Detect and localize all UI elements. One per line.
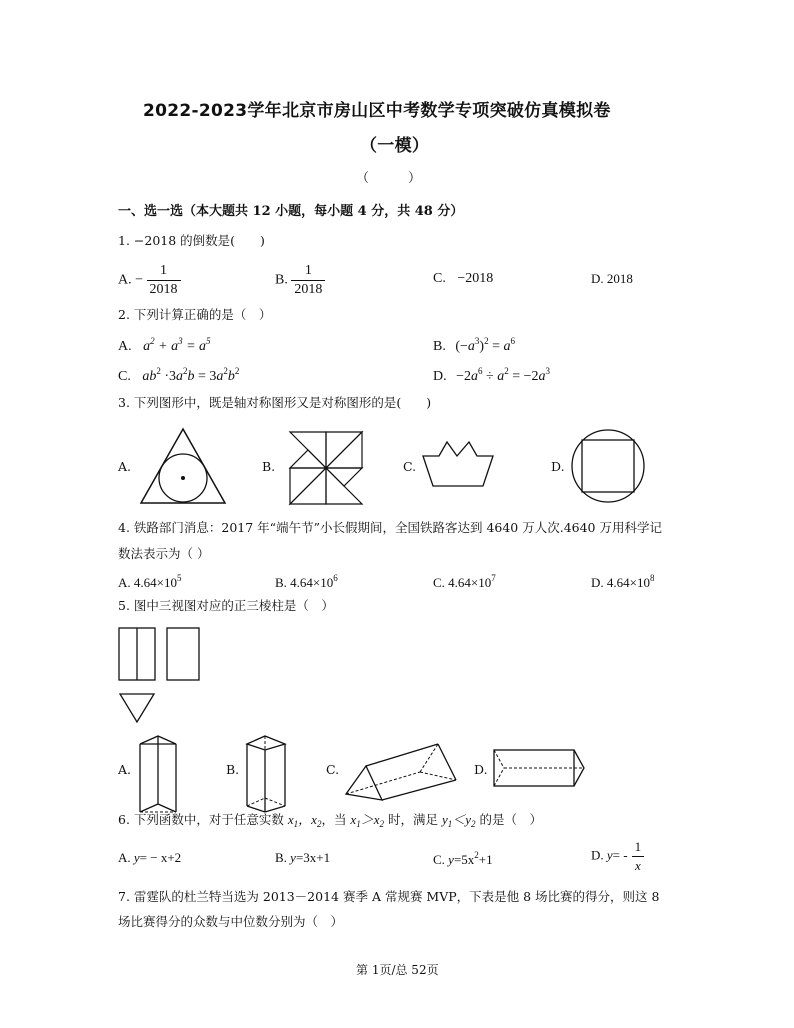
option-b-label: B. [275, 272, 288, 288]
option-c-expression: $ab^2 \cdot 3a^2b = 3a^2b^2$ [142, 366, 240, 384]
question-2-option-d [433, 366, 550, 385]
prism-option-b-figure [245, 734, 295, 816]
option-c-label: C. [433, 852, 449, 867]
option-b-value: B. 4.64×10 [275, 575, 334, 590]
stem-part: ，当 [321, 812, 351, 827]
triangle-with-incircle-figure [139, 427, 229, 507]
question-2-option-a [118, 336, 211, 355]
question-1-stem: 1. −2018 的倒数是( ) [118, 233, 265, 248]
option-d-expression: $-2a^6 \div a^2 = -2a^3$ [456, 366, 551, 384]
question-1-option-d [591, 271, 633, 287]
question-5-stem: 5. 图中三视图对应的正三棱柱是（ ） [118, 598, 334, 613]
stem-part: 6. 下列函数中，对于任意实数 [118, 812, 288, 827]
question-4-stem-line2: 数法表示为（ ） [118, 546, 210, 561]
option-c-value: C. 4.64×10 [433, 575, 492, 590]
option-a-fraction [147, 262, 181, 299]
fraction-numerator: 1 [147, 262, 181, 281]
question-5-option-c-label: C. [326, 762, 340, 777]
question-4-option-d [591, 573, 654, 591]
stem-result: $y_1<y_2$ [441, 812, 476, 829]
option-b-expression: =3x+1 [295, 850, 331, 865]
question-2-option-c [118, 366, 239, 385]
question-2-option-b [433, 336, 515, 355]
option-c-label: C. [433, 271, 446, 286]
stem-part: 的是（ ） [475, 812, 542, 827]
option-b-label: B. [433, 339, 446, 354]
option-b-expression: $(-a^3)^2 = a^6$ [455, 336, 515, 354]
question-2-stem: 2. 下列计算正确的是（ ） [118, 307, 272, 322]
option-b-label: B. [275, 850, 291, 865]
option-b-exponent: 6 [333, 573, 338, 583]
stem-condition: $x_1>x_2$ [350, 812, 384, 829]
option-d-value: D. 4.64×10 [591, 575, 650, 590]
prism-option-d-figure [492, 746, 592, 792]
option-c-exponent: 7 [491, 573, 496, 583]
option-d-label: D. [591, 847, 607, 863]
question-4-option-b [275, 573, 338, 591]
option-a-exponent: 5 [176, 573, 182, 583]
document-title: 2022-2023学年北京市房山区中考数学专项突破仿真模拟卷 [143, 101, 611, 121]
option-c-label: C. [118, 369, 131, 384]
square-in-circle-figure [570, 428, 648, 506]
fraction-denominator: 2018 [294, 282, 323, 297]
pinwheel-figure [286, 428, 368, 510]
option-c-expression: =5x [453, 852, 475, 867]
fraction-numerator: 1 [632, 838, 645, 857]
question-6-option-a: A. y= − x+2 [118, 850, 182, 865]
boat-crown-figure [421, 440, 495, 490]
question-5-option-a-label: A. [118, 762, 132, 777]
question-1-option-c [433, 271, 493, 287]
prism-option-a-figure [138, 734, 188, 816]
question-6-stem [118, 812, 542, 832]
question-3-option-c-label: C. [403, 459, 417, 474]
option-d-label: D. [433, 369, 447, 384]
option-a-expression: = − x+2 [139, 850, 182, 865]
option-d-expression: = - [612, 847, 628, 863]
option-d-label: D. [591, 271, 604, 286]
fraction-denominator: 2018 [149, 282, 178, 297]
option-a-label: A. [118, 850, 134, 865]
question-3-stem: 3. 下列图形中，既是轴对称图形又是对称图形的是( ) [118, 395, 432, 410]
fraction-denominator: x [634, 858, 641, 873]
option-c-value: −2018 [457, 271, 494, 286]
question-1-option-b [275, 262, 325, 299]
answer-blank: （ ） [356, 171, 422, 186]
option-a-value: A. 4.64×10 [118, 575, 177, 590]
stem-variables: $x_1$，$x_2$ [287, 812, 322, 829]
fraction-numerator: 1 [291, 262, 325, 281]
option-a-label: A. [118, 272, 132, 288]
question-3-option-a-label: A. [118, 459, 132, 474]
option-d-fraction [632, 838, 645, 875]
option-b-fraction [291, 262, 325, 299]
stem-part: 时，满足 [383, 812, 442, 827]
question-7-stem-line2: 场比赛得分的众数与中位数分别为（ ） [118, 914, 344, 929]
option-d-value: 2018 [606, 271, 633, 286]
section-heading: 一、选一选（本大题共 12 小题，每小题 4 分，共 48 分） [118, 204, 464, 219]
question-4-stem-line1: 4. 铁路部门消息：2017 年“端午节”小长假期间，全国铁路客达到 4640 万人次.4640 万用科学记 [118, 520, 662, 535]
document-subtitle: （一模） [360, 136, 430, 156]
prism-option-c-figure [344, 742, 468, 806]
question-6-option-c: C. $y=5x^2+1$ [433, 850, 493, 867]
three-view-drawing [117, 626, 207, 726]
question-1-option-a [118, 262, 181, 299]
option-a-label: A. [118, 339, 132, 354]
question-4-option-c [433, 573, 496, 591]
question-3-option-d-label: D. [551, 459, 565, 474]
option-d-exponent: 8 [649, 573, 655, 583]
question-7-stem-line1: 7. 雷霆队的杜兰特当选为 2013－2014 赛季 A 常规赛 MVP，下表是他 8 场比赛的得分，则这 8 [118, 889, 660, 904]
question-3-option-b-label: B. [262, 459, 276, 474]
question-5-option-d-label: D. [474, 762, 488, 777]
question-5-option-b-label: B. [226, 762, 240, 777]
question-6-option-b: B. y=3x+1 [275, 850, 331, 865]
question-4-option-a [118, 573, 181, 591]
option-a-expression: $a^2 + a^3 = a^5$ [143, 336, 211, 354]
option-a-sign: − [135, 272, 144, 288]
option-c-tail: +1 [478, 852, 493, 867]
question-6-option-d: D. y= - $\frac{1}{x}$ [591, 838, 644, 875]
page-footer: 第 1页/总 52页 [356, 963, 439, 977]
